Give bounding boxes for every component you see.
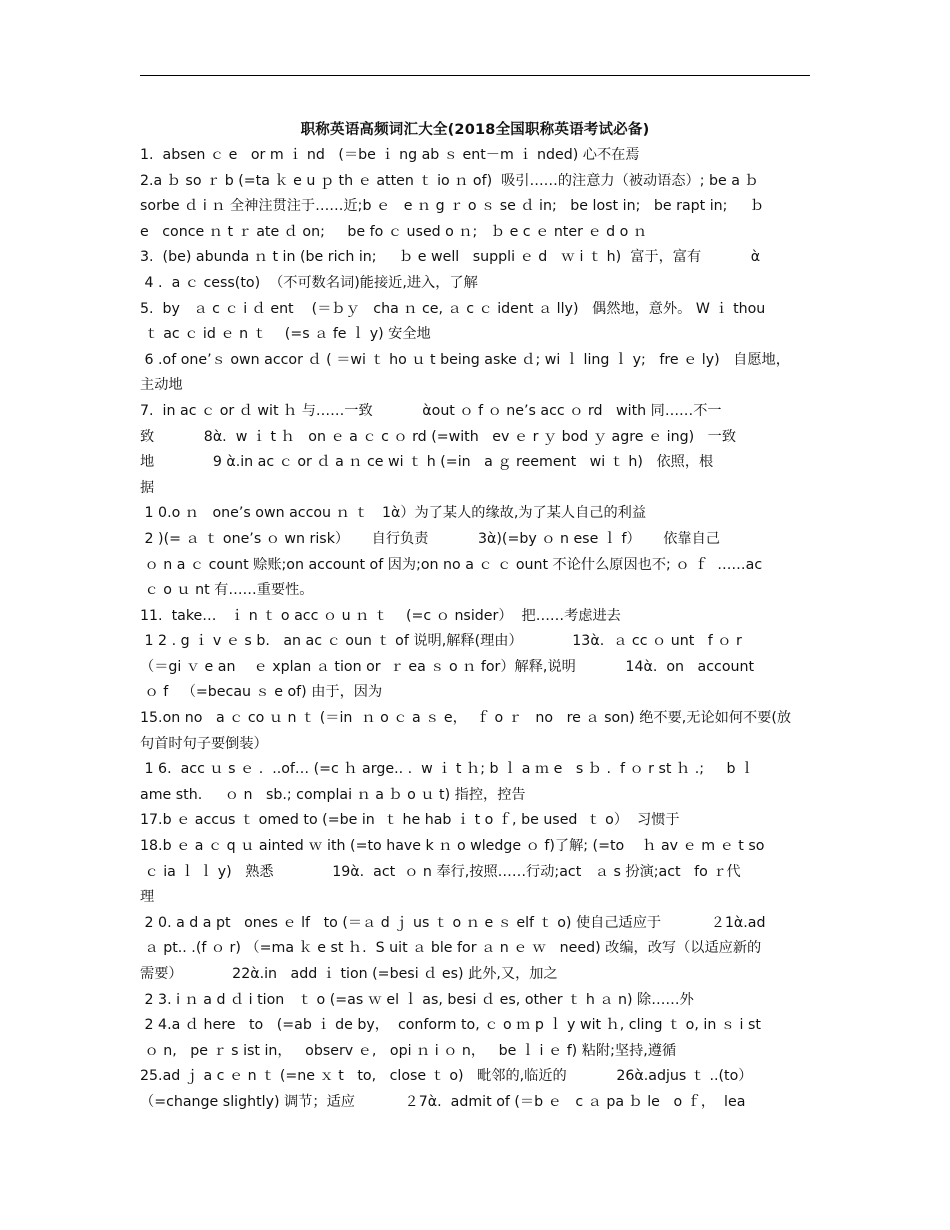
text-line: 主动地 bbox=[140, 377, 183, 394]
header-rule bbox=[140, 75, 810, 76]
text-line: 3. (be) abunda ｎ t in (be rich in; ｂ e well suppli ｅ d ｗ i ｔ h) 富于，富有 ὰ bbox=[140, 249, 761, 266]
text-line: 需要） 22ὰ.in add ｉ tion (=besi ｄ es) 此外,又，加之 bbox=[140, 966, 558, 982]
text-line: 2 0. a d a pt ones ｅ lf to (＝ａ d ｊ us ｔ o ｎ e ｓ elf ｔ o) 使自己适应于 ２1ὰ.ad bbox=[140, 914, 766, 931]
text-line: 致 8ὰ. w ｉ t ｈ on ｅ a ｃ c ｏ rd (=with ev ｅ r ｙ bod ｙ agre ｅ ing) 一致 bbox=[140, 428, 737, 445]
text-line: ame sth. ｏ n sb.; complai ｎ a ｂ o ｕ t) 指控，控告 bbox=[140, 786, 526, 803]
text-line: ｏ n a ｃ count 赊账;on account of 因为;on no a ｃ ｃ ount 不论什么原因也不; ｏ ｆ ……ac bbox=[140, 556, 763, 573]
text-line: 11. take… ｉ n ｔ o acc ｏ u ｎ ｔ (=c ｏ nsider） 把……考虑进去 bbox=[140, 607, 621, 624]
text-line: 15.on no a ｃ co ｕ n ｔ (＝in ｎ o ｃ a ｓ e， ｆ o ｒ no re ａ son) 绝不要,无论如何不要(放 bbox=[140, 710, 792, 727]
text-line: 17.b ｅ accus ｔ omed to (=be in ｔ he hab ｉ t o ｆ, be used ｔ o） 习惯于 bbox=[140, 812, 680, 829]
text-line: sorbe ｄ i ｎ 全神注贯注于……近;b ｅ e ｎ g ｒ o ｓ se ｄ in; be lost in; be rapt in; ｂ bbox=[140, 198, 765, 215]
document-title: 职称英语高频词汇大全(2018全国职称英语考试必备) bbox=[300, 122, 650, 138]
text-line: 1 0.o ｎ one’s own accou ｎ ｔ 1ὰ）为了某人的缘故,为了某人自己的利益 bbox=[140, 505, 647, 522]
text-line: ｃ o ｕ nt 有……重要性。 bbox=[140, 582, 314, 599]
text-line: 6 .of one’ｓ own accor ｄ ( ＝wi ｔ ho ｕ t being aske ｄ; wi ｌ ling ｌ y; fre ｅ ly) 自愿地， bbox=[140, 351, 790, 368]
text-line: （=change slightly) 调节；适应 ２7ὰ. admit of (＝b ｅ c ａ pa ｂ le o ｆ， lea bbox=[140, 1093, 746, 1110]
text-line: ｏ f （=becau ｓ e of) 由于，因为 bbox=[140, 684, 383, 701]
text-line: 4 . a ｃ cess(to) （不可数名词)能接近,进入，了解 bbox=[140, 274, 478, 291]
text-line: 7. in ac ｃ or ｄ wit ｈ 与……一致 ὰout ｏ f ｏ ne’s acc ｏ rd with 同……不一 bbox=[140, 402, 722, 419]
text-line: e conce ｎ t ｒ ate ｄ on; be fo ｃ used o ｎ; ｂ e c ｅ nter ｅ d o ｎ bbox=[140, 223, 648, 240]
text-line: 1 2 . g ｉ v ｅ s b. an ac ｃ oun ｔ of 说明,解释(理由） 13ὰ. ａ cc ｏ unt f ｏ r bbox=[140, 633, 742, 650]
text-line: ｏ n, pe ｒ s ist in， observ ｅ, opi ｎ i ｏ n， be ｌ i ｅ f) 粘附;坚持,遵循 bbox=[140, 1042, 677, 1059]
text-line: 据 bbox=[140, 479, 155, 496]
text-line: 18.b ｅ a ｃ q ｕ ainted ｗ ith (=to have k ｎ o wledge ｏ f)了解; (=to ｈ av ｅ m ｅ t so bbox=[140, 838, 765, 855]
text-line: 句首时句子要倒装） bbox=[140, 735, 268, 752]
text-line: ａ pt.. .(f ｏ r) （=ma ｋ e st ｈ. S uit ａ ble for ａ n ｅ ｗ need) 改编，改写（以适应新的 bbox=[140, 940, 762, 957]
text-line: 地 9 ὰ.in ac ｃ or ｄ a ｎ ce wi ｔ h (=in a ｇ reement wi ｔ h) 依照，根 bbox=[140, 454, 714, 471]
text-line: （＝gi ｖ e an ｅ xplan ａ tion or ｒ ea ｓ o ｎ for）解释,说明 14ὰ. on account bbox=[140, 658, 755, 675]
text-line: 2 3. i ｎ a d ｄ i tion ｔ o (=as ｗ el ｌ as, besi ｄ es, other ｔ h ａ n) 除……外 bbox=[140, 991, 694, 1008]
text-line: 25.ad ｊ a c ｅ n ｔ (=ne ｘ t to, close ｔ o) 毗邻的,临近的 26ὰ.adjus ｔ ..(to） bbox=[140, 1068, 753, 1085]
document-body bbox=[140, 143, 820, 1116]
text-line: 理 bbox=[140, 889, 155, 906]
text-line: 1. absen ｃ e or m ｉ nd (＝be ｉ ng ab ｓ ent－m ｉ nded) 心不在焉 bbox=[140, 147, 640, 163]
text-line: 2 )(= ａ ｔ one’s ｏ wn risk） 自行负责 3ὰ)(=by ｏ n ese ｌ f） 依靠自己 bbox=[140, 530, 720, 547]
text-line: 2.a ｂ so ｒ b (=ta ｋ e u ｐ th ｅ atten ｔ io ｎ of) 吸引……的注意力（被动语态）; be a ｂ bbox=[140, 172, 759, 189]
text-line: ｔ ac ｃ id ｅ n ｔ (=s ａ fe ｌ y) 安全地 bbox=[140, 326, 431, 343]
text-line: 2 4.a ｄ here to (=ab ｉ de by， conform to, ｃ o ｍ p ｌ y wit ｈ, cling ｔ o, in ｓ i st bbox=[140, 1017, 761, 1034]
text-line: ｃ ia ｌ ｌ y) 熟悉 19ὰ. act ｏ n 奉行,按照……行动;act ａ s 扮演;act fo ｒ代 bbox=[140, 863, 741, 880]
text-line: 5. by ａ c ｃ i ｄ ent (＝ｂｙ cha ｎ ce, ａ c ｃ ident ａ lly) 偶然地，意外。 W ｉ thou bbox=[140, 300, 766, 317]
text-line: 1 6. acc ｕ s ｅ . ..of… (=c ｈ arge.. . w ｉ t ｈ; b ｌ a ｍ e s ｂ . f ｏ r st ｈ .; b ｌ bbox=[140, 761, 755, 778]
